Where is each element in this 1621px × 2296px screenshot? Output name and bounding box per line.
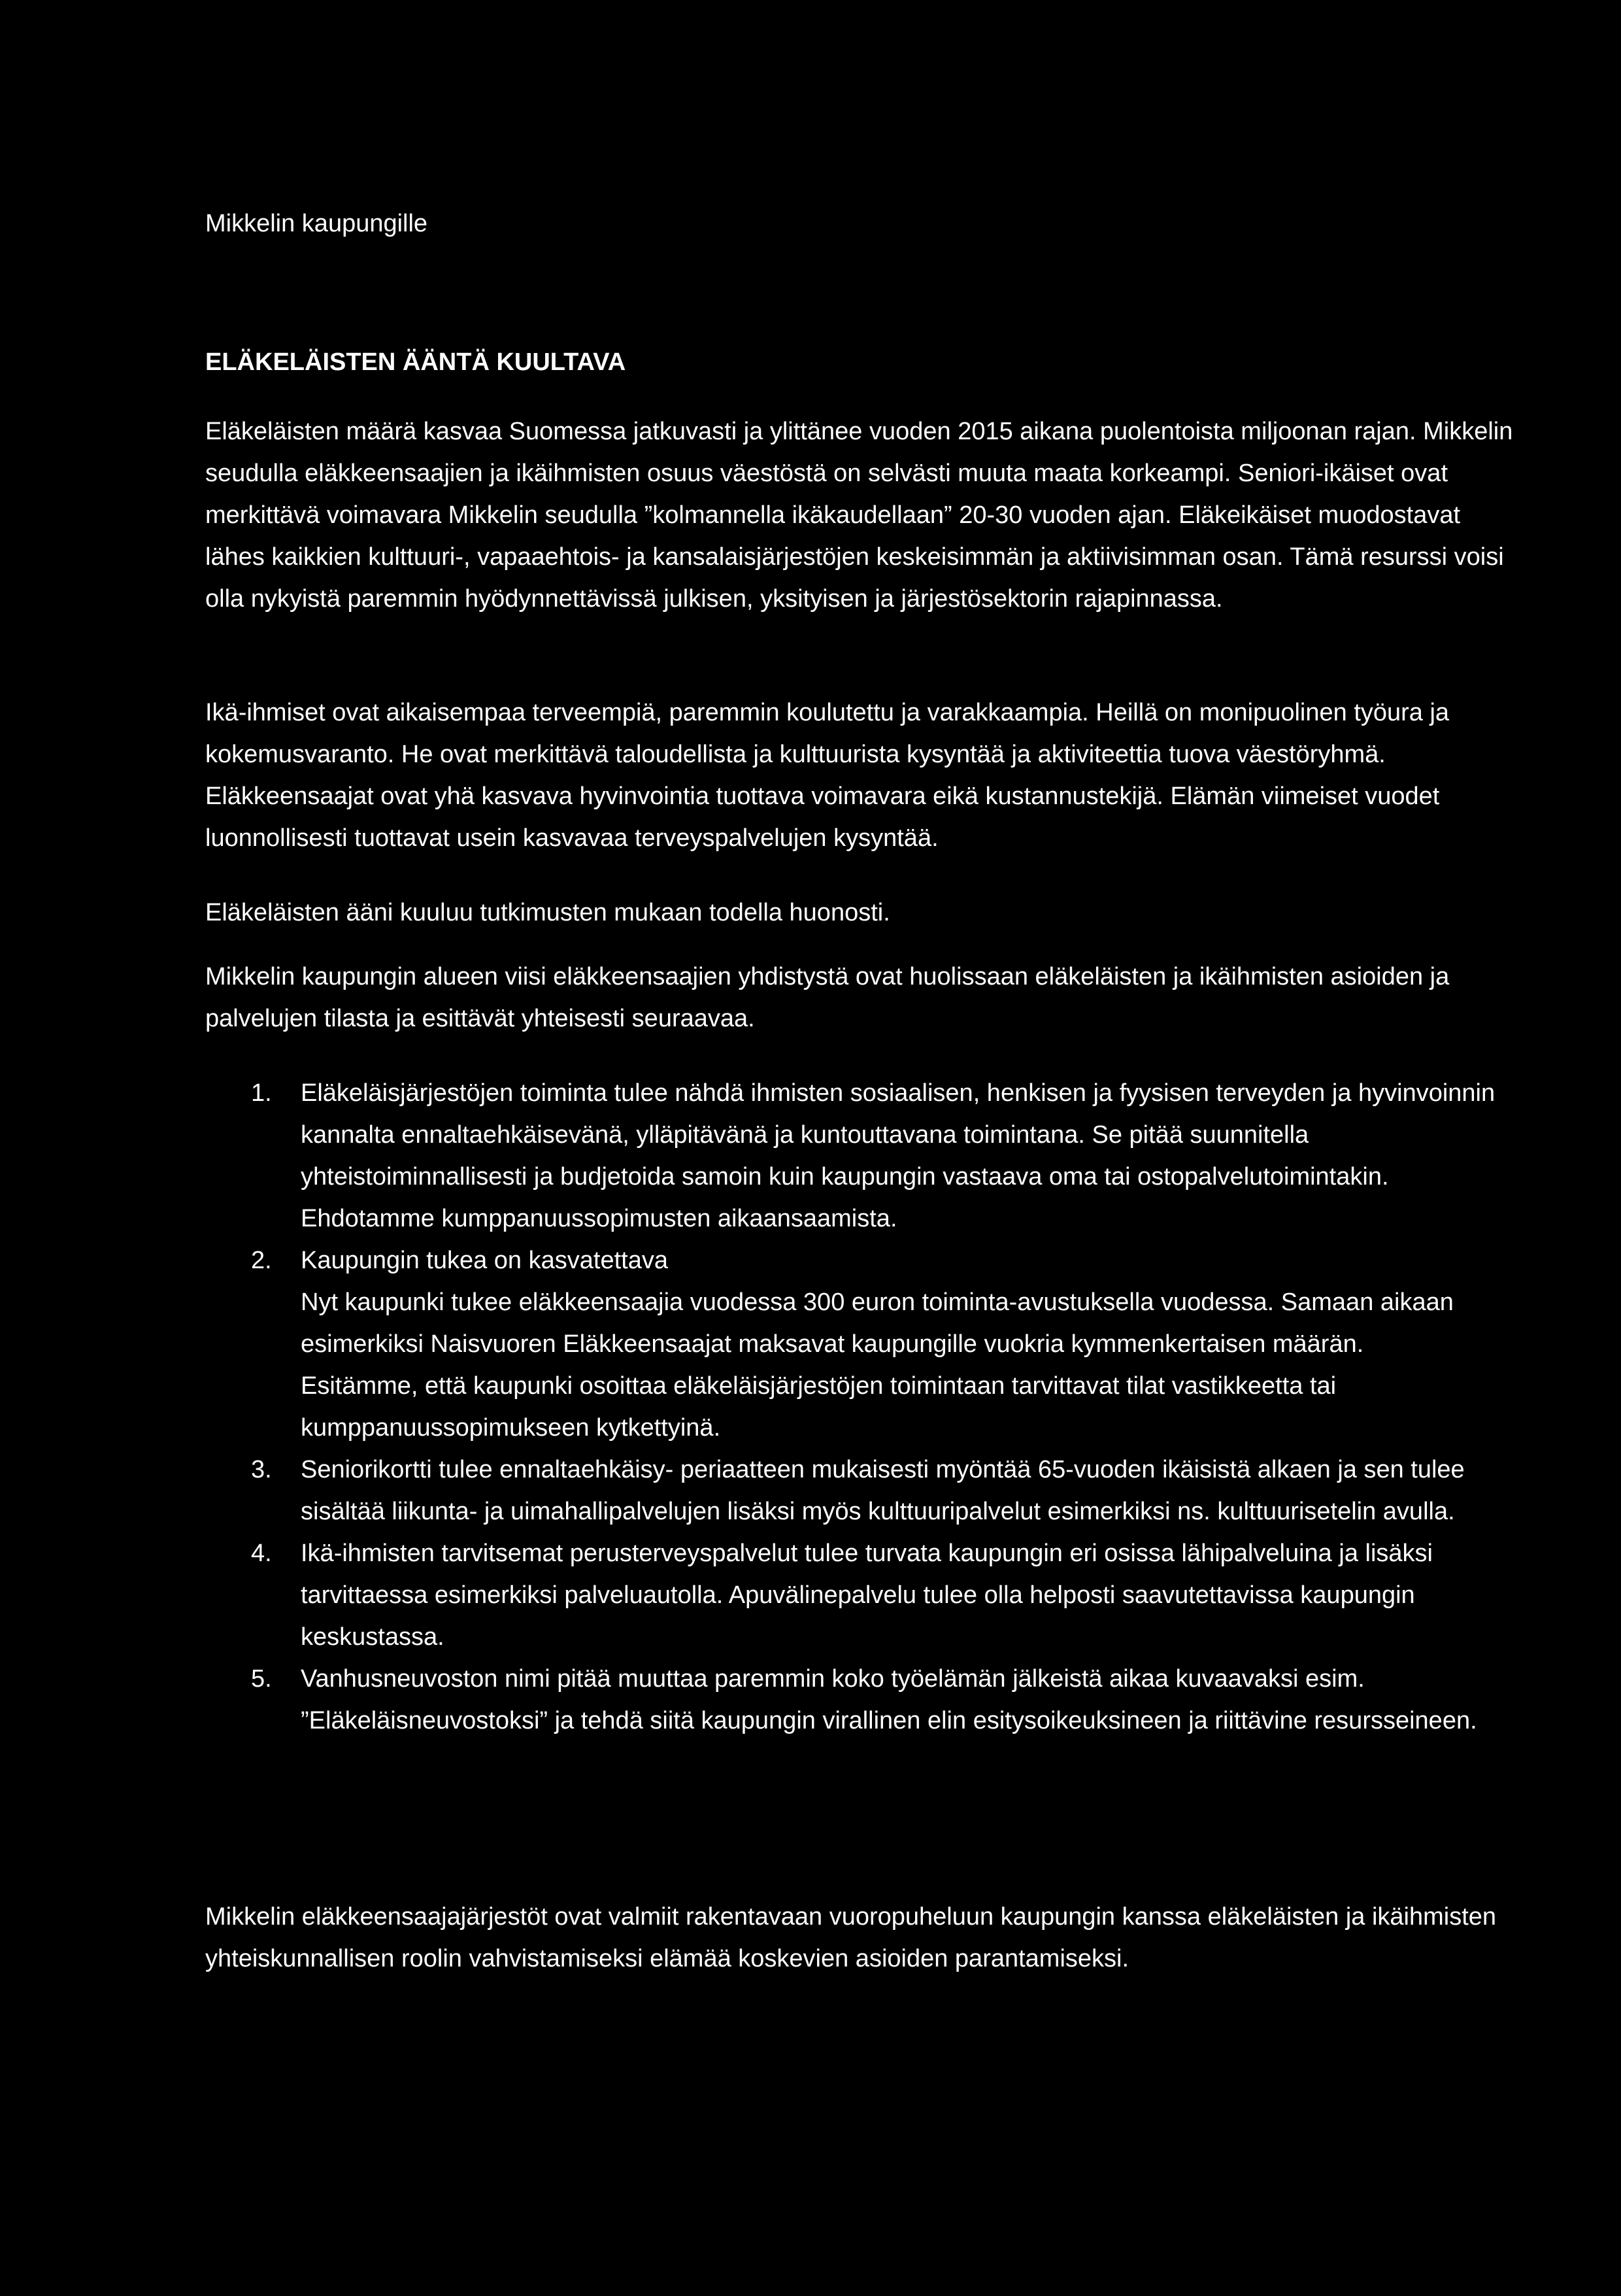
list-item-number: 1. [251,1079,272,1107]
list-item-text: Seniorikortti tulee ennaltaehkäisy- periaatteen mukaisesti myöntää 65-vuoden ikäisistä alkaen ja sen tulee sisältää liikunta- ja uimahallipalvelujen lisäksi myös kulttuuripalvelut esimerkiksi ns. kulttuurisetelin avulla. [301,1456,1465,1525]
list-item [205,1449,1519,1532]
paragraph-2: Ikä-ihmiset ovat aikaisempaa terveempiä, paremmin koulutettu ja varakkaampia. Heillä on monipuolinen työura ja kokemusvaranto. He ovat merkittävä taloudellista ja kulttuurista kysyntää ja aktiviteettia tuova väestöryhmä. Eläkkeensaajat ovat yhä kasvava hyvinvointia tuottava voimavara eikä kustannustekijä. Elämän viimeiset vuodet luonnollisesti tuottavat usein kasvavaa terveyspalvelujen kysyntää. [205,699,1450,852]
list-item-text: Ikä-ihmisten tarvitsemat perusterveyspalvelut tulee turvata kaupungin eri osissa lähipalveluina ja lisäksi tarvittaessa esimerkiksi palveluautolla. Apuvälinepalvelu tulee olla helposti saavutettavissa kaupungin keskustassa. [301,1540,1433,1651]
list-item-text: Eläkeläisjärjestöjen toiminta tulee nähdä ihmisten sosiaalisen, henkisen ja fyysisen terveyden ja hyvinvoinnin kannalta ennaltaehkäisevänä, ylläpitävänä ja kuntouttavana toimintana. Se pitää suunnitella yhteistoiminnallisesti ja budjetoida samoin kuin kaupungin vastaava oma tai ostopalvelutoimintakin. Ehdotamme kumppanuussopimusten aikaansaamista. [301,1079,1496,1232]
list-item [205,1532,1519,1658]
list-item [205,1658,1519,1742]
closing-paragraph: Mikkelin eläkkeensaajajärjestöt ovat valmiit rakentavaan vuoropuheluun kaupungin kanssa eläkeläisten ja ikäihmisten yhteiskunnallisen roolin vahvistamiseksi elämää koskevien asioiden parantamiseksi. [205,1903,1497,1972]
list-item-text: Nyt kaupunki tukee eläkkeensaajia vuodessa 300 euron toiminta-avustuksella vuodessa. Samaan aikaan esimerkiksi Naisvuoren Eläkkeensaajat maksavat kaupungille vuokria kymmenkertaisen määrän. [301,1289,1454,1358]
list-item [205,1240,1519,1449]
paragraph-3: Eläkeläisten ääni kuuluu tutkimusten mukaan todella huonosti. [205,899,890,926]
list-item [205,1072,1519,1240]
list-item-heading: Kaupungin tukea on kasvatettava [301,1247,668,1274]
list-item-number: 4. [251,1540,272,1567]
recipient-line: Mikkelin kaupungille [205,210,428,237]
list-item-number: 3. [251,1456,272,1483]
list-item-number: 5. [251,1665,272,1693]
paragraph-4: Mikkelin kaupungin alueen viisi eläkkeensaajien yhdistystä ovat huolissaan eläkeläisten ja ikäihmisten asioiden ja palvelujen tilasta ja esittävät yhteisesti seuraavaa. [205,963,1450,1032]
list-item-number: 2. [251,1247,272,1274]
document-title: ELÄKELÄISTEN ÄÄNTÄ KUULTAVA [205,348,626,376]
proposal-list [205,1072,1519,1742]
list-item-text: Vanhusneuvoston nimi pitää muuttaa paremmin koko työelämän jälkeistä aikaa kuvaavaksi esim. ”Eläkeläisneuvostoksi” ja tehdä siitä kaupungin virallinen elin esitysoikeuksineen ja riittävine resursseineen. [301,1665,1477,1734]
paragraph-1: Eläkeläisten määrä kasvaa Suomessa jatkuvasti ja ylittänee vuoden 2015 aikana puolentoista miljoonan rajan. Mikkelin seudulla eläkkeensaajien ja ikäihmisten osuus väestöstä on selvästi muuta maata korkeampi. Seniori-ikäiset ovat merkittävä voimavara Mikkelin seudulla ”kolmannella ikäkaudellaan” 20-30 vuoden ajan. Eläkeikäiset muodostavat lähes kaikkien kulttuuri-, vapaaehtois- ja kansalaisjärjestöjen keskeisimmän ja aktiivisimman osan. Tämä resurssi voisi olla nykyistä paremmin hyödynnettävissä julkisen, yksityisen ja järjestösektorin rajapinnassa. [205,418,1513,613]
list-item-text: Esitämme, että kaupunki osoittaa eläkeläisjärjestöjen toimintaan tarvittavat tilat vastikkeetta tai kumppanuussopimukseen kytkettyinä. [301,1372,1337,1442]
